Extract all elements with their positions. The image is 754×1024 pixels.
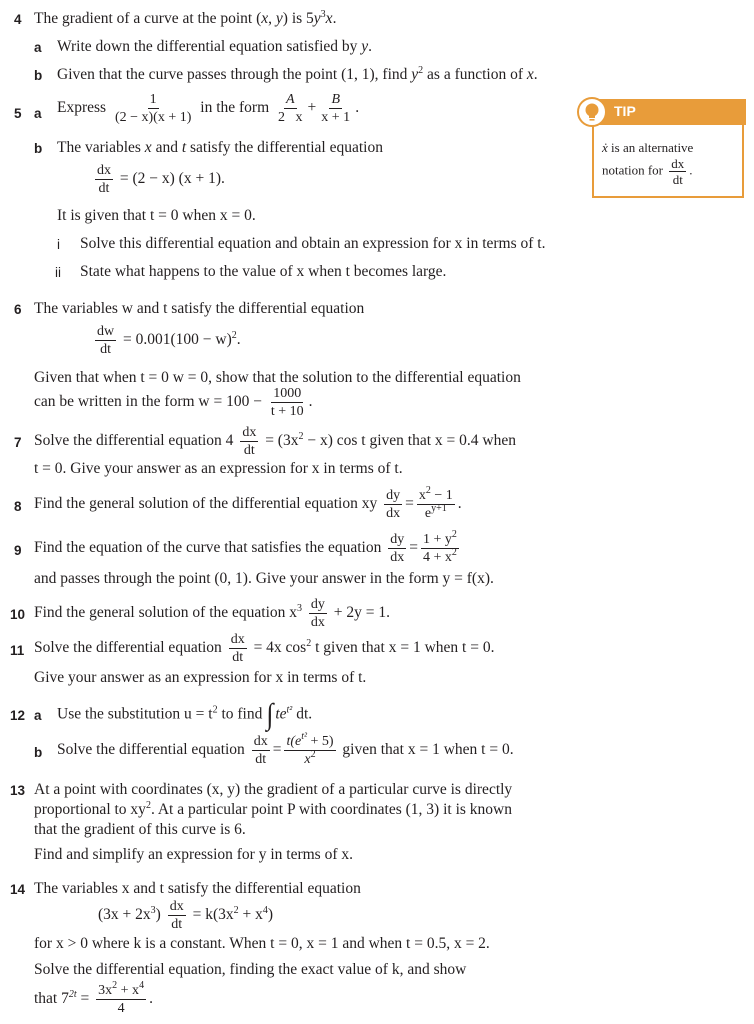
q9-rhs-num-sup: 2 [451, 529, 457, 540]
q4-b-end: . [533, 66, 538, 83]
q4-part-a [57, 38, 372, 56]
q14-lhs-sup: 3 [150, 905, 156, 917]
q4-stem-mid: ) is 5 [282, 10, 314, 27]
lightbulb-icon [577, 97, 607, 127]
tip-var: ẋ [602, 140, 608, 155]
q4-b-var2: x [526, 66, 534, 83]
q5-b-text-b: satisfy the differential equation [186, 139, 383, 156]
q10-frac-den: dx [310, 615, 325, 630]
q6-form-end: . [308, 393, 313, 411]
q9-frac-den: dx [390, 550, 405, 565]
q4-comma: , [268, 10, 276, 27]
q4-var-x: x [261, 10, 269, 27]
tip-text [602, 139, 693, 186]
q6-fraction [95, 324, 116, 357]
q4-stem [34, 10, 336, 28]
q5-b-equation [92, 163, 225, 196]
q14-frac-num: dx [169, 899, 184, 914]
q14-show-fraction [96, 980, 146, 1016]
q14-rhs-b: + x [238, 906, 263, 924]
q8-frac-num: dy [386, 488, 401, 503]
q5-a-mid: in the form [200, 99, 270, 117]
q4-end: . [332, 10, 337, 27]
q8-rhs-den-a: e [424, 506, 432, 521]
q14-show-num-a: 3x [98, 983, 113, 998]
q5-b-x: x [144, 139, 152, 156]
q14-show [34, 980, 153, 1016]
q5-part-b-label: b [34, 141, 43, 156]
tip-end: . [689, 162, 693, 178]
q12-part-b [57, 731, 514, 767]
q14-show-num-sup2: 4 [139, 980, 145, 991]
q14-solve: Solve the differential equation, finding the exact value of k, and show [34, 961, 467, 978]
q11-frac-den: dt [232, 650, 244, 665]
q14-stem: The variables x and t satisfy the differential equation [34, 880, 361, 897]
question-number-9: 9 [14, 543, 22, 558]
q11-text: Solve the differential equation [34, 639, 222, 657]
q14-show-a: that 7 [34, 990, 69, 1008]
q4-part-a-label: a [34, 40, 42, 55]
q14-rhs-sup1: 2 [233, 905, 239, 917]
q5-b-fraction [95, 163, 113, 196]
q8-fraction-rhs [417, 485, 455, 521]
q10-line [34, 597, 390, 630]
q6-equation [92, 324, 241, 357]
q12-b-rhs-num-a: t(e [286, 734, 302, 749]
q6-form-num: 1000 [273, 386, 302, 401]
q14-show-end: . [149, 990, 153, 1008]
q4-b-sup: 2 [418, 65, 424, 76]
q8-fraction-lhs [384, 488, 402, 521]
q6-form-text: can be written in the form w = 100 − [34, 393, 262, 411]
q11-fraction [229, 632, 247, 665]
q7-rhs-a: = (3x [265, 432, 299, 450]
q14-show-num-sup1: 2 [112, 980, 118, 991]
q9-text: Find the equation of the curve that satisfies the equation [34, 539, 382, 557]
q9-fraction-lhs [388, 532, 406, 565]
q8-line [34, 485, 462, 521]
question-number-6: 6 [14, 302, 22, 317]
q9-line2: and passes through the point (0, 1). Give your answer in the form y = f(x). [34, 570, 494, 587]
q14-conditions: for x > 0 where k is a constant. When t = 0, x = 1 and when t = 0.5, x = 2. [34, 935, 490, 952]
q5-b-frac-num: dx [97, 163, 111, 178]
q12-a-text: Use the substitution u = t [57, 705, 213, 723]
q13-line2-b: . At a particular point P with coordinates (1, 3) it is known [150, 801, 512, 818]
q8-rhs-den-sup: y+1 [431, 503, 447, 514]
q4-b-text: Given that the curve passes through the point (1, 1), find [57, 66, 412, 83]
q12-a-end: dt. [292, 705, 313, 723]
q14-fraction [168, 899, 186, 932]
q12-part-b-label: b [34, 745, 43, 760]
q9-line1 [34, 529, 462, 565]
q6-eq-sup: 2 [231, 330, 237, 342]
q5-b-and: and [151, 139, 182, 156]
q13-body [34, 780, 512, 840]
q7-frac-num: dx [242, 425, 257, 440]
q5-a-f2-den: x + 1 [321, 110, 351, 125]
q4-a-end: . [368, 38, 373, 55]
q9-equals: = [409, 539, 418, 557]
q14-rhs-a: = k(3x [192, 906, 234, 924]
q5-part-a [57, 92, 359, 125]
q12-b-rhs-num-sup: t² [301, 731, 307, 742]
q12-b-rhs-den-a: x [304, 752, 311, 767]
q5-b-t: t [181, 139, 187, 156]
q10-fraction [309, 597, 327, 630]
q11-line1 [34, 632, 494, 665]
q9-rhs-den-sup: 2 [451, 547, 457, 558]
q8-equals: = [405, 495, 414, 513]
q5-a-end: . [355, 99, 360, 117]
q14-lhs-a: (3x + 2x [98, 906, 151, 924]
q6-eq-rhs: = 0.001(100 − w) [123, 331, 232, 349]
tip-fraction [669, 157, 686, 186]
q5-part-a-label: a [34, 106, 42, 121]
q11-rhs-a: = 4x cos [253, 639, 307, 657]
q10-sup: 3 [297, 603, 303, 615]
q13-line1: At a point with coordinates (x, y) the gradient of a particular curve is directly [34, 781, 513, 798]
question-number-10: 10 [10, 607, 26, 622]
q5-a-fraction-A [276, 92, 305, 125]
q7-line1 [34, 425, 516, 458]
q5-part-b [57, 139, 383, 157]
q8-rhs-num-a: x [418, 488, 426, 503]
q9-rhs-num-a: 1 + y [423, 532, 452, 547]
question-number-8: 8 [14, 499, 22, 514]
q11-line2: Give your answer as an expression for x in terms of t. [34, 669, 367, 686]
q4-b-var: y [411, 66, 419, 83]
q12-b-frac-num: dx [253, 734, 268, 749]
q4-b-rest: as a function of [423, 66, 527, 83]
q7-frac-den: dt [243, 443, 255, 458]
q6-stem: The variables w and t satisfy the differential equation [34, 300, 365, 317]
q11-rhs-sup: 2 [306, 638, 312, 650]
tip-frac-num: dx [671, 156, 685, 171]
q9-rhs-den-a: 4 + x [423, 550, 452, 565]
q12-b-text: Solve the differential equation [57, 741, 245, 759]
q13-line4: Find and simplify an expression for y in terms of x. [34, 846, 353, 863]
q14-show-eq: = [76, 990, 90, 1008]
q6-given: Given that when t = 0 w = 0, show that the solution to the differential equation [34, 369, 521, 386]
question-number-13: 13 [10, 783, 26, 798]
q12-a-integrand-sup: t² [286, 704, 293, 716]
q5-part-ii-label: ii [55, 265, 61, 280]
q4-a-var: y [361, 38, 369, 55]
q13-line2 [34, 800, 512, 820]
q5-a-f2-num: B [331, 92, 341, 107]
q7-rhs-b: − x) cos t given that x = 0.4 when [303, 432, 516, 450]
q12-a-sup: 2 [212, 704, 218, 716]
q12-a-integrand: te [275, 705, 287, 723]
q5-part-i: Solve this differential equation and obtain an expression for x in terms of t. [80, 235, 546, 252]
q7-text: Solve the differential equation 4 [34, 432, 234, 450]
q14-rhs-c: ) [267, 906, 274, 924]
q13-line2-a: proportional to xy [34, 801, 146, 818]
q14-show-sup: 2t [68, 989, 77, 1001]
q12-b-frac-den: dt [255, 752, 267, 767]
q10-frac-num: dy [310, 597, 325, 612]
q9-fraction-rhs [421, 529, 459, 565]
q4-var-y2: y [313, 10, 321, 27]
q4-stem-text: The gradient of a curve at the point ( [34, 10, 262, 27]
question-number-5: 5 [14, 106, 22, 121]
q11-rhs-b: t given that x = 1 when t = 0. [311, 639, 495, 657]
q13-line3: that the gradient of this curve is 6. [34, 821, 246, 838]
tip-title: TIP [614, 103, 636, 119]
integral-sign: ∫ [266, 697, 274, 732]
q4-part-b-label: b [34, 68, 43, 83]
q6-form [34, 386, 313, 419]
q7-line2: t = 0. Give your answer as an expression for x in terms of t. [34, 460, 403, 477]
q12-b-equals: = [272, 741, 282, 759]
question-number-4: 4 [14, 12, 22, 27]
q8-frac-den: dx [386, 506, 401, 521]
q5-a-text: Express [57, 99, 107, 117]
q5-a-fraction-B [319, 92, 352, 125]
q12-a-text-b: to find [217, 705, 263, 723]
q12-b-fraction-rhs [284, 731, 335, 767]
q5-a-plus: + [307, 99, 317, 117]
q12-b-rhs-den-sup: 2 [310, 749, 316, 760]
q4-a-text: Write down the differential equation satisfied by [57, 38, 362, 55]
q11-frac-num: dx [230, 632, 245, 647]
q14-equation [98, 899, 273, 932]
q12-part-a [57, 697, 313, 732]
q5-b-frac-den: dt [98, 181, 110, 196]
q13-line2-sup: 2 [145, 800, 151, 811]
q5-part-ii: State what happens to the value of x when t becomes large. [80, 263, 447, 280]
q5-a-f1-den: 2 x [278, 110, 303, 125]
question-number-12: 12 [10, 708, 26, 723]
q12-b-rhs-num-b: + 5) [306, 734, 334, 749]
tip-frac-den: dt [672, 172, 683, 187]
q5-a-fraction [113, 92, 193, 125]
tip-line1: is an alternative [607, 140, 694, 155]
q7-sup: 2 [298, 431, 304, 443]
q4-part-b [57, 66, 538, 84]
q14-show-num-b: + x [117, 983, 140, 998]
q5-b-eq-rhs: = (2 − x) (x + 1). [119, 170, 225, 188]
q12-part-a-label: a [34, 708, 42, 723]
q12-b-rest: given that x = 1 when t = 0. [342, 741, 514, 759]
q14-frac-den: dt [171, 917, 183, 932]
q5-b-text-a: The variables [57, 139, 145, 156]
q9-frac-num: dy [390, 532, 405, 547]
q8-rhs-num-sup: 2 [425, 485, 431, 496]
q5-a-frac-num: 1 [149, 92, 157, 107]
q14-show-den: 4 [117, 1001, 125, 1016]
question-number-14: 14 [10, 882, 26, 897]
q5-part-i-label: i [57, 237, 60, 252]
q14-rhs-sup2: 4 [262, 905, 268, 917]
q6-form-fraction [269, 386, 306, 419]
q7-fraction [240, 425, 258, 458]
q6-form-den: t + 10 [270, 404, 304, 419]
q12-b-fraction-lhs [252, 734, 270, 767]
q6-frac-num: dw [97, 324, 115, 339]
q14-lhs-b: ) [155, 906, 161, 924]
q10-text: Find the general solution of the equation x [34, 604, 298, 622]
question-number-7: 7 [14, 435, 22, 450]
q4-var-x2: x [325, 10, 333, 27]
q8-end: . [457, 495, 462, 513]
q4-var-y: y [275, 10, 283, 27]
q6-eq-end: . [236, 331, 241, 349]
q4-sup: 3 [320, 9, 326, 20]
question-number-11: 11 [10, 643, 25, 658]
q5-a-f1-num: A [286, 92, 295, 107]
q6-frac-den: dt [100, 342, 111, 357]
tip-line2: notation for [602, 162, 664, 178]
q5-given: It is given that t = 0 when x = 0. [57, 207, 256, 224]
q5-a-frac-den: (2 − x)(x + 1) [114, 110, 192, 125]
q8-rhs-num-b: − 1 [430, 488, 453, 503]
q10-rhs: + 2y = 1. [333, 604, 390, 622]
q8-text: Find the general solution of the differential equation xy [34, 495, 378, 513]
